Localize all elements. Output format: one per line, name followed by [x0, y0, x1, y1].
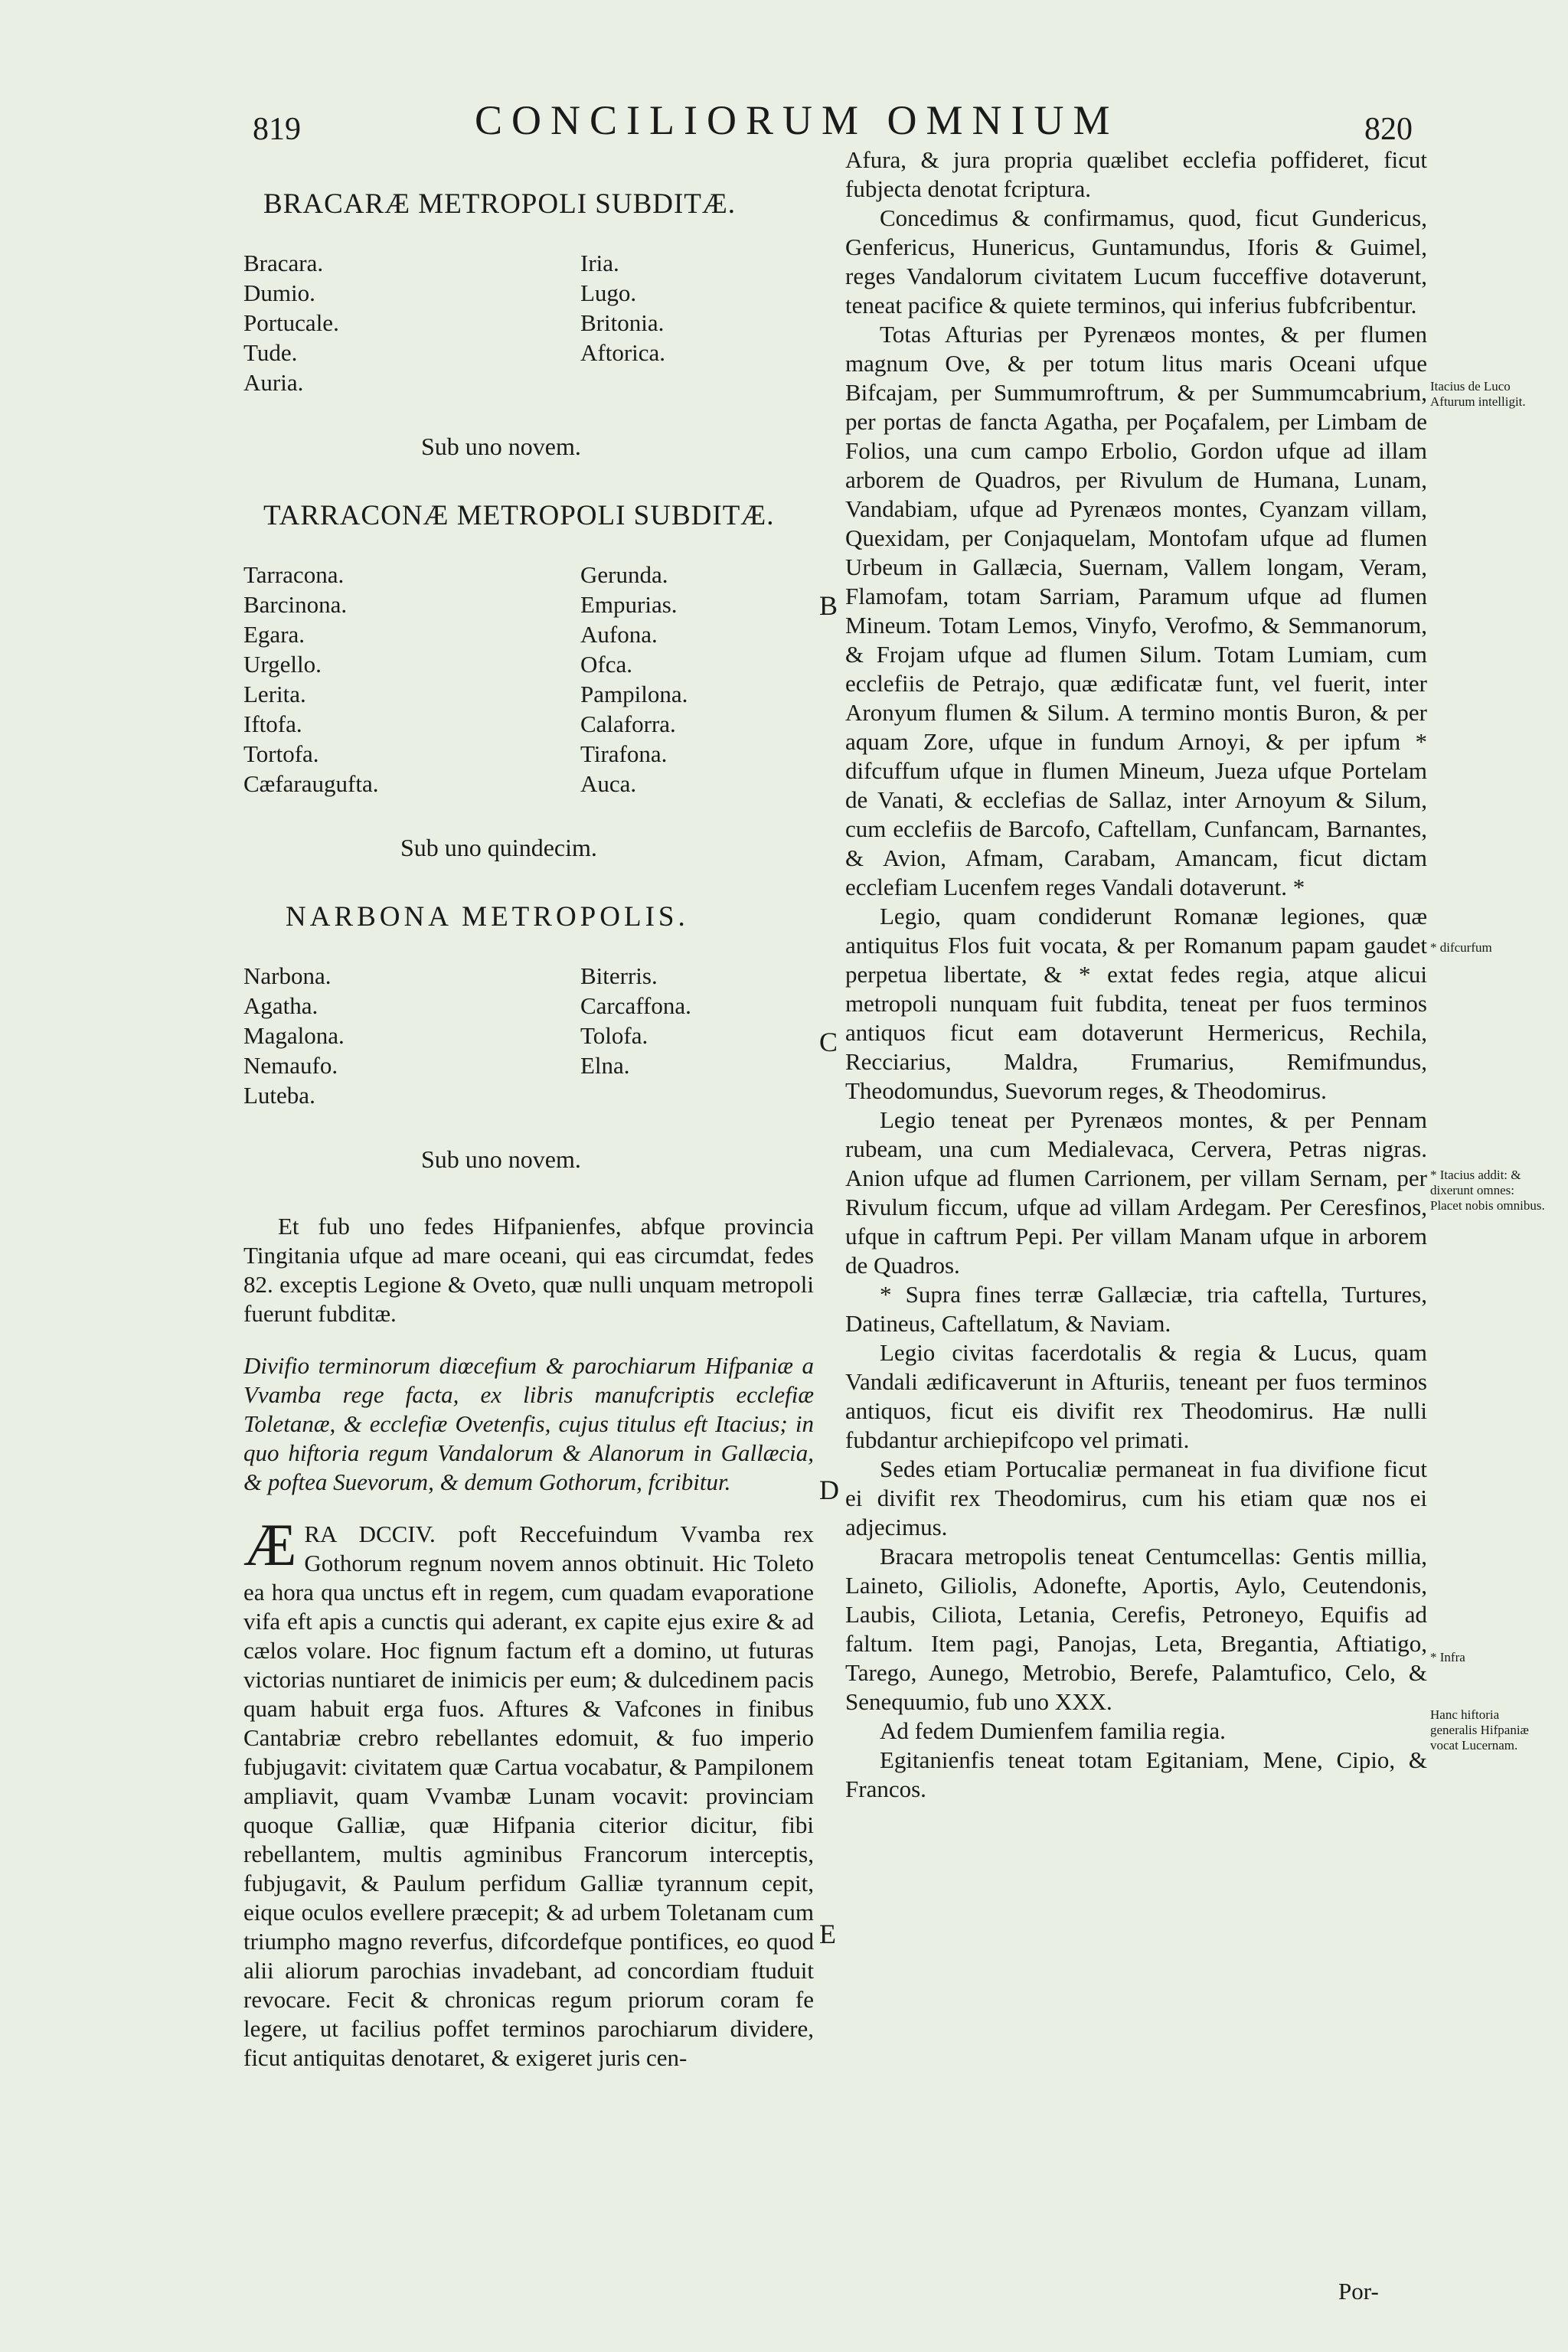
era-paragraph: ÆRA DCCIV. poft Reccefuindum Vvamba rex Gothorum regnum novem annos obtinuit. Hic Toleto ea hora qua unctus eft in regem, cum quadam evaporatione vifa eft apis a cunctis qui aderant, ex capite ejus exire & ad cælos volare. Hoc fignum factum eft a domino, ut futuras victorias nuntiaret de inimicis per eum; & dulcedinem pacis quam habuit erga fuos. Aftures & Vafcones in finibus Cantabriæ crebro rebellantes edomuit, & fuo imperio fubjugavit: civitatem quæ Cartua vocabatur, & Pampilonem ampliavit, quam Vvambæ Lunam vocavit: provinciam quoque Galliæ, quæ Hifpania citerior dicitur, fibi rebellantem, multis agminibus Francorum interceptis, fubjugavit, & Paulum perfidum Galliæ tyrannum cepit, eique oculos evellere præcepit; & ad urbem Toletanam cum triumpho magno reverfus, difcordefque pontifices, eo quod alii aliorum parochias invadebant, ad concordiam ftuduit revocare. Fecit & chronicas regum priorum coram fe legere, ut facilius poffet terminos parochiarum dividere, ficut antiquitas denotaret, & exigeret juris cen-: [243, 1511, 814, 2071]
see-name: Iria.: [580, 250, 619, 276]
marginal-note: * difcurfum: [1430, 940, 1492, 955]
page-number-right: 820: [1364, 112, 1413, 147]
paragraph: Afura, & jura propria quælibet ecclefia poffideret, ficut fubjecta denotat fcriptura.: [845, 146, 1427, 202]
see-name: Egara.: [243, 621, 305, 648]
see-name: Gerunda.: [580, 561, 668, 588]
see-name: Tortofa.: [243, 740, 319, 767]
see-list-bracara: [243, 248, 814, 397]
see-name: Auria.: [243, 369, 304, 396]
paragraph: Sedes etiam Portucaliæ permaneat in fua divifione ficut ei divifit rex Theodomirus, cum his etiam quæ nos ei adjecimus.: [845, 1455, 1427, 1540]
running-head: CONCILIORUM OMNIUM: [475, 97, 1119, 143]
marginal-note: * Infra: [1430, 1650, 1465, 1664]
see-name: Urgello.: [243, 651, 322, 678]
see-name: Auca.: [580, 770, 637, 797]
paragraph: Totas Afturias per Pyrenæos montes, & per flumen magnum Ove, & per totum litus maris Oceani ufque Bifcajam, per Summumroftrum, & per Summumcabrium, per portas de fancta Agatha, per Poçafalem, per Limbam de Folios, una cum campo Erbolio, Gordon ufque ad illam arborem de Quadros, per Rivulum de Humana, Lunam, Vandabiam, ufque ad Pyrenæos montes, Cyanzam villam, Quexidam, per Conjaquelam, Montofam ufque ad flumen Urbeum in Gallæcia, Suernam, Vallem longam, Veram, Flamofam, totam Sarriam, Paramum ufque ad flumen Mineum. Totam Lemos, Vinyfo, Verofmo, & Semmanorum, & Frojam ufque ad flumen Silum. Totam Lumiam, cum ecclefiis de Petrajo, quæ ædificatæ funt, vel fuerit, inter Aronyum flumen & Silum. A termino montis Buron, & per aquam Zore, ufque in fundum Arnoyi, & per ipfum * difcuffum ufque in flumen Mineum, Jueza ufque Portelam de Vanati, & ecclefias de Sallaz, inter Arnoyum & Silum, cum ecclefiis de Barcofo, Caftellam, Cunfancam, Barnantes, & Avion, Afmam, Carabam, Amancam, ficut dictam ecclefiam Lucenfem reges Vandali dotaverunt. *: [845, 321, 1427, 900]
divisio-heading: Divifio terminorum diœcefium & parochiarum Hifpaniæ a Vvamba rege facta, ex libris manufcriptis ecclefiæ Toletanæ, & ecclefiæ Ovetenfis, cujus titulus eft Itacius; in quo hiftoria regum Vandalorum & Alanorum in Gallæcia, & poftea Suevorum, & demum Gothorum, fcribitur.: [243, 1352, 814, 1495]
see-name: Tarracona.: [243, 561, 345, 588]
paragraph: Legio civitas facerdotalis & regia & Lucus, quam Vandali ædificaverunt in Afturiis, teneant per fuos terminos antiquos, ficut eis divifit rex Theodomirus. Hæ nulli fubdantur archiepifcopo vel primati.: [845, 1339, 1427, 1453]
see-name: Nemaufo.: [243, 1052, 338, 1079]
marginal-note: Hanc hiftoria generalis Hifpaniæ vocat Lucernam.: [1430, 1707, 1529, 1753]
paragraph: Egitanienfis teneat totam Egitaniam, Mene, Cipio, & Francos.: [845, 1746, 1427, 1802]
paragraph: Bracara metropolis teneat Centumcellas: Gentis millia, Laineto, Giliolis, Adonefte, Aportis, Aylo, Ceutendonis, Laubis, Ciliota, Letania, Cerefis, Petroneyo, Equifis ad faltum. Item pagi, Panojas, Leta, Bregantia, Aftiatigo, Tarego, Aunego, Metrobio, Berefe, Palamtufico, Celo, & Senequumio, fub uno XXX.: [845, 1543, 1427, 1715]
see-name: Empurias.: [580, 591, 678, 618]
marginal-note: Itacius de Luco Afturum intelligit.: [1430, 379, 1526, 409]
subtotal-tarracona: Sub uno quindecim.: [400, 834, 597, 861]
see-name: Tolofa.: [580, 1022, 648, 1049]
see-name: Carcaffona.: [580, 992, 691, 1019]
marginal-note: * Itacius addit: & dixerunt omnes: Placet nobis omnibus.: [1430, 1168, 1545, 1213]
paragraph: * Supra fines terræ Gallæciæ, tria caftella, Turtures, Datineus, Caftellatum, & Naviam.: [845, 1281, 1427, 1337]
see-name: Lerita.: [243, 681, 306, 707]
section-heading-bracara: BRACARÆ METROPOLI SUBDITÆ.: [263, 188, 737, 220]
section-letter-d: D: [819, 1475, 839, 1505]
summary-paragraph: Et fub uno fedes Hifpanienfes, abfque provincia Tingitania ufque ad mare oceani, qui eas circumdat, fedes 82. exceptis Legione & Oveto, quæ nulli unquam metropoli fuerunt fubditæ.: [243, 1213, 814, 1327]
catchword: Por-: [1338, 2278, 1379, 2305]
see-name: Dumio.: [243, 279, 315, 306]
see-name: Tude.: [243, 339, 298, 366]
see-name: Lugo.: [580, 279, 637, 306]
see-name: Portucale.: [243, 309, 339, 336]
left-column: [243, 188, 814, 2073]
see-list-tarracona: [243, 560, 814, 799]
paragraph: Legio, quam condiderunt Romanæ legiones, quæ antiquitus Flos fuit vocata, & per Romanum papam gaudet perpetua libertate, & * extat fedes regia, atque alicui metropoli nunquam fuit fubdita, teneat per fuos terminos antiquos ficut eam dotaverunt Hermericus, Rechila, Recciarius, Maldra, Frumarius, Remifmundus, Theodomundus, Suevorum reges, & Theodomirus.: [845, 903, 1427, 1104]
see-name: Luteba.: [243, 1082, 315, 1109]
page-number-left: 819: [253, 112, 301, 147]
paragraph: Ad fedem Dumienfem familia regia.: [880, 1717, 1226, 1744]
subtotal-bracara: Sub uno novem.: [421, 433, 581, 460]
see-name: Biterris.: [580, 962, 658, 989]
see-name: Britonia.: [580, 309, 665, 336]
see-name: Aufona.: [580, 621, 658, 648]
see-name: Iftofa.: [243, 710, 302, 737]
see-name: Cæfaraugufta.: [243, 770, 379, 797]
see-name: Barcinona.: [243, 591, 348, 618]
section-heading-tarracona: TARRACONÆ METROPOLI SUBDITÆ.: [263, 500, 775, 531]
section-letter-e: E: [819, 1919, 836, 1949]
section-letter-b: B: [819, 590, 838, 621]
right-column: [845, 145, 1427, 1804]
section-heading-narbona: NARBONA METROPOLIS.: [286, 901, 689, 933]
see-name: Aftorica.: [580, 339, 666, 366]
see-list-narbona: [243, 961, 814, 1110]
see-name: Pampilona.: [580, 681, 688, 707]
paragraph: Concedimus & confirmamus, quod, ficut Gundericus, Genfericus, Hunericus, Guntamundus, Iforis & Guimel, reges Vandalorum civitatem Lucum fucceffive dotaverunt, teneat pacifice & quiete terminos, qui inferius fubfcribentur.: [845, 204, 1427, 318]
see-name: Magalona.: [243, 1022, 345, 1049]
see-name: Bracara.: [243, 250, 324, 276]
see-name: Elna.: [580, 1052, 630, 1079]
subtotal-narbona: Sub uno novem.: [421, 1145, 581, 1173]
section-letter-c: C: [819, 1027, 838, 1057]
see-name: Calaforra.: [580, 710, 676, 737]
see-name: Ofca.: [580, 651, 632, 678]
see-name: Tirafona.: [580, 740, 668, 767]
see-name: Narbona.: [243, 962, 332, 989]
paragraph: Legio teneat per Pyrenæos montes, & per Pennam rubeam, una cum Medialevaca, Cervera, Petras nigras. Anion ufque ad flumen Carrionem, per villam Sernam, per Rivulum ficcum, ufque ad villam Ardegam. Per Ceresfinos, ufque in caftrum Pepi. Per villam Manam ufque in arborem de Quadros.: [845, 1106, 1427, 1279]
see-name: Agatha.: [243, 992, 318, 1019]
